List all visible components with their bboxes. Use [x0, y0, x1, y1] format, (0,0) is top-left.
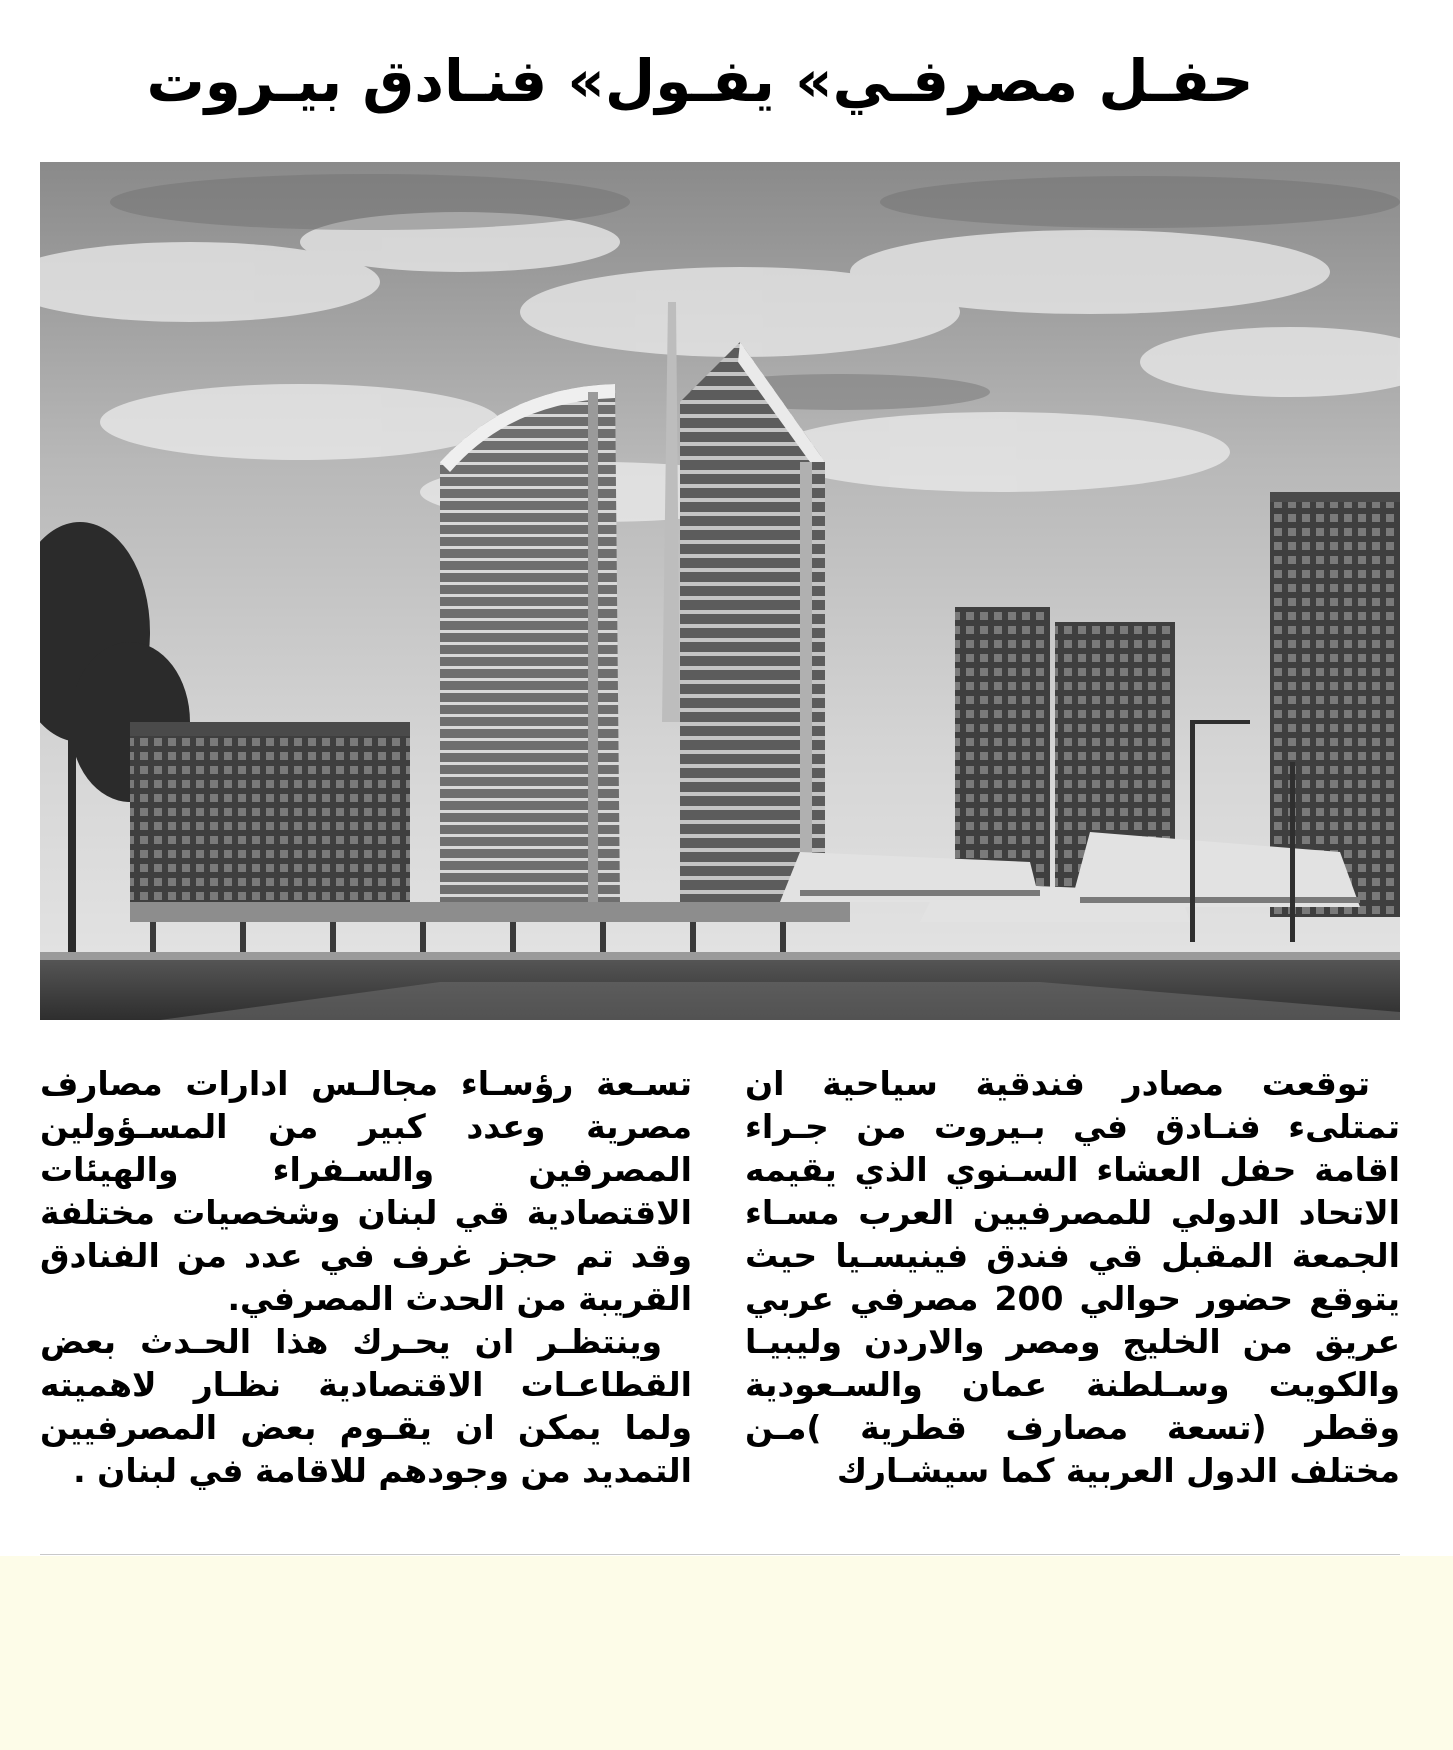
- article-headline: حفـل مصرفـي» يفـول» فنـادق بيـروت: [146, 47, 1254, 115]
- page-divider: [40, 1554, 1400, 1555]
- paragraph: وينتظـر ان يحـرك هذا الحـدث بعض القطاعـات الاقتصادية نظـار لاهميته ولما يمكن ان يقـوم بعض المصرفيين التمديد من وجودهم للاقامة في لبنان .: [40, 1322, 692, 1490]
- beirut-towers-photo: [40, 162, 1400, 1020]
- photo-illustration: [40, 162, 1400, 1020]
- article-column-left: [40, 1062, 692, 1492]
- footer-background: [0, 1556, 1453, 1750]
- article-column-right: [745, 1062, 1400, 1492]
- paragraph: تسـعة رؤسـاء مجالـس ادارات مصارف مصرية وعدد كبير من المسـؤولين المصرفين والسـفراء والهيئات الاقتصادية قي لبنان وشخصيات مختلفة وقد تم حجز غرف في عدد من الفنادق القريبة من الحدث المصرفي.: [40, 1064, 692, 1318]
- paragraph: توقعت مصادر فندقية سياحية ان تمتلىء فنـادق في بـيروت من جـراء اقامة حفل العشاء السـنوي الذي يقيمه الاتحاد الدولي للمصرفيين العرب مسـاء الجمعة المقبل قي فندق فينيسـيا حيث يتوقع حضور حوالي 200 مصرفي عربي عريق من الخليج ومصر والاردن وليبيـا والكويت وسـلطنة عمان والسـعودية وقطر (تسعة مصارف قطرية )مـن مختلف الدول العربية كما سيشـارك: [745, 1064, 1400, 1490]
